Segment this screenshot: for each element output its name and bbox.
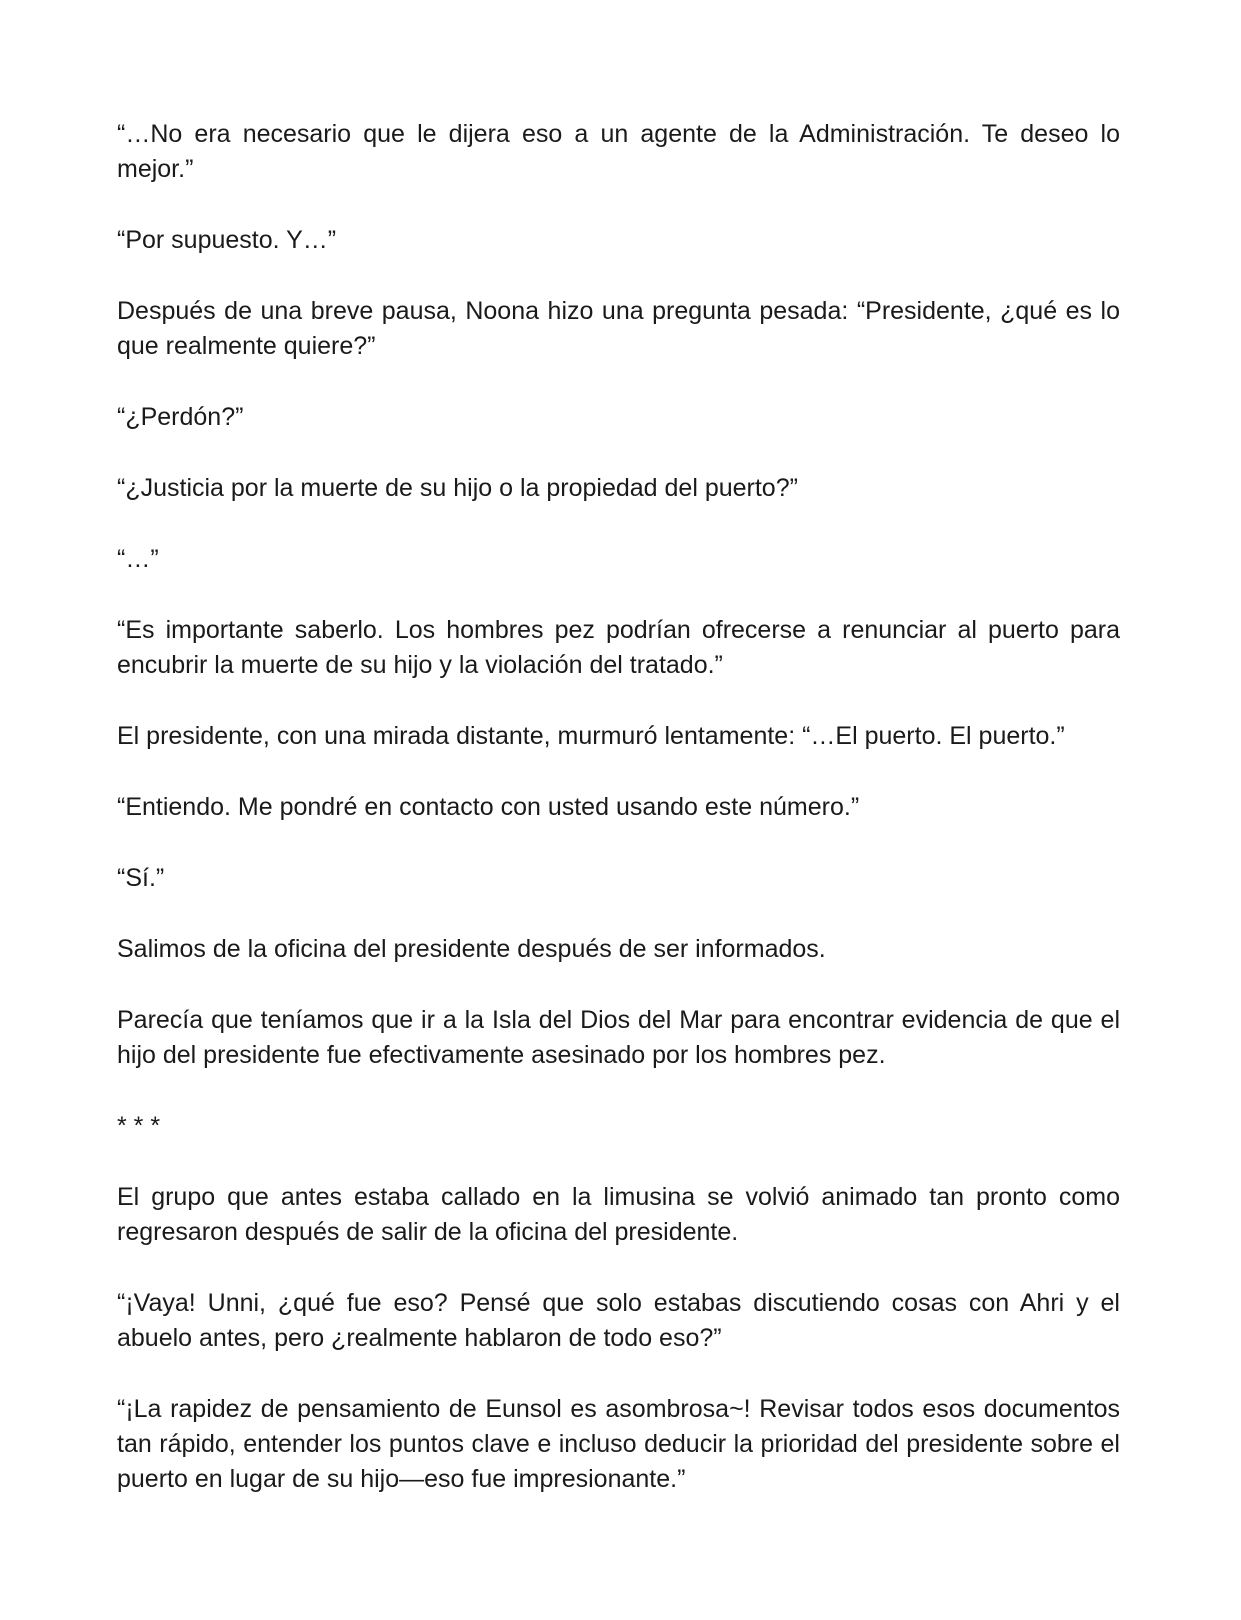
- paragraph-7: “Es importante saberlo. Los hombres pez podrían ofrecerse a renunciar al puerto para encubrir la muerte de su hijo y la violación del tratado.”: [117, 616, 1120, 679]
- paragraph-3: Después de una breve pausa, Noona hizo una pregunta pesada: “Presidente, ¿qué es lo que realmente quiere?”: [117, 297, 1120, 360]
- paragraph-9: “Entiendo. Me pondré en contacto con usted usando este número.”: [117, 793, 860, 821]
- paragraph-5: “¿Justicia por la muerte de su hijo o la propiedad del puerto?”: [117, 474, 798, 502]
- paragraph-2: “Por supuesto. Y…”: [117, 226, 337, 254]
- paragraph-1: “…No era necesario que le dijera eso a un agente de la Administración. Te deseo lo mejor.”: [117, 120, 1120, 183]
- paragraph-15: “¡La rapidez de pensamiento de Eunsol es asombrosa~! Revisar todos esos documentos tan rápido, entender los puntos clave e incluso deducir la prioridad del presidente sobre el puerto en lugar de su hijo—eso fue impresionante.”: [117, 1395, 1120, 1493]
- paragraph-13: El grupo que antes estaba callado en la limusina se volvió animado tan pronto como regresaron después de salir de la oficina del presidente.: [117, 1183, 1120, 1246]
- paragraph-6: “…”: [117, 545, 159, 573]
- paragraph-11: Salimos de la oficina del presidente después de ser informados.: [117, 935, 826, 963]
- paragraph-12: Parecía que teníamos que ir a la Isla del Dios del Mar para encontrar evidencia de que el hijo del presidente fue efectivamente asesinado por los hombres pez.: [117, 1006, 1120, 1069]
- paragraph-14: “¡Vaya! Unni, ¿qué fue eso? Pensé que solo estabas discutiendo cosas con Ahri y el abuelo antes, pero ¿realmente hablaron de todo eso?”: [117, 1289, 1120, 1352]
- paragraph-4: “¿Perdón?”: [117, 403, 244, 431]
- paragraph-8: El presidente, con una mirada distante, murmuró lentamente: “…El puerto. El puerto.”: [117, 722, 1065, 750]
- paragraph-10: “Sí.”: [117, 864, 165, 892]
- scene-break: * * *: [117, 1112, 161, 1140]
- document-body: [117, 117, 1120, 1533]
